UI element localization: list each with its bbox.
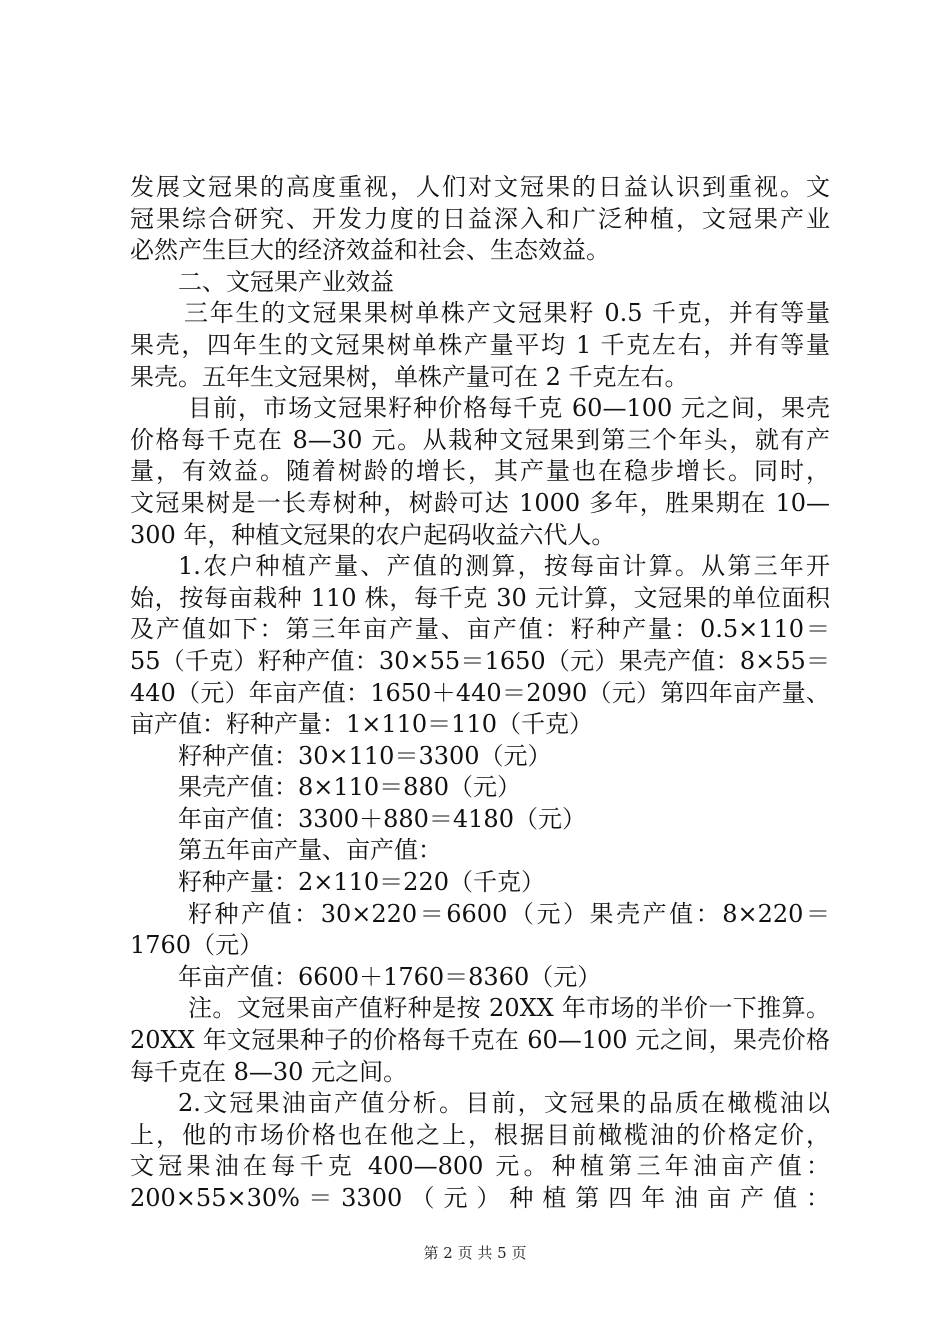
- text-line: 2.文冠果油亩产值分析。目前，文冠果的品质在橄榄油以: [178, 1089, 830, 1118]
- text-line: 及产值如下：第三年亩产量、亩产值：籽种产量：0.5×110＝: [130, 615, 830, 644]
- text-line: 注。文冠果亩产值籽种是按 20XX 年市场的半价一下推算。: [188, 994, 830, 1023]
- text-line: 籽种产值：30×220＝6600（元）果壳产值：8×220＝: [188, 899, 830, 928]
- text-line: 价格每千克在 8—30 元。从栽种文冠果到第三个年头，就有产: [130, 425, 830, 454]
- section-heading: 二、文冠果产业效益: [178, 267, 394, 296]
- text-line: 亩产值：籽种产量：1×110＝110（千克）: [130, 710, 593, 739]
- page-number-footer: 第 2 页 共 5 页: [423, 1244, 527, 1262]
- text-line: 三年生的文冠果果树单株产文冠果籽 0.5 千克，并有等量: [184, 299, 830, 328]
- text-line: 20XX 年文冠果种子的价格每千克在 60—100 元之间，果壳价格: [130, 1026, 830, 1055]
- text-line: 1.农户种植产量、产值的测算，按每亩计算。从第三年开: [178, 552, 830, 581]
- text-line: 上，他的市场价格也在他之上，根据目前橄榄油的价格定价，: [130, 1120, 830, 1149]
- text-line: 目前，市场文冠果籽种价格每千克 60—100 元之间，果壳: [188, 394, 830, 423]
- text-line: 果壳，四年生的文冠果树单株产量平均 1 千克左右，并有等量: [130, 330, 830, 359]
- text-line: 必然产生巨大的经济效益和社会、生态效益。: [130, 236, 610, 265]
- text-line: 1760（元）: [130, 931, 264, 960]
- text-line: 年亩产值：6600＋1760＝8360（元）: [178, 962, 602, 991]
- text-line: 200×55×30% ＝ 3300 （ 元 ） 种 植 第 四 年 油 亩 产 值 ：: [130, 1184, 830, 1212]
- text-line: 冠果综合研究、开发力度的日益深入和广泛种植，文冠果产业: [130, 204, 830, 233]
- text-line: 发展文冠果的高度重视，人们对文冠果的日益认识到重视。文: [130, 173, 830, 201]
- text-line: 年亩产值：3300＋880＝4180（元）: [178, 804, 586, 833]
- text-line: 量，有效益。随着树龄的增长，其产量也在稳步增长。同时，: [130, 457, 830, 486]
- text-line: 文冠果油在每千克 400—800 元。种植第三年油亩产值：: [130, 1152, 830, 1181]
- text-line: 440（元）年亩产值：1650＋440＝2090（元）第四年亩产量、: [130, 678, 830, 707]
- text-line: 第五年亩产量、亩产值：: [178, 836, 442, 865]
- text-line: 300 年，种植文冠果的农户起码收益六代人。: [130, 520, 616, 549]
- text-line: 籽种产量：2×110＝220（千克）: [178, 868, 545, 897]
- text-line: 55（千克）籽种产值：30×55＝1650（元）果壳产值：8×55＝: [130, 646, 830, 675]
- text-line: 每千克在 8—30 元之间。: [130, 1057, 408, 1086]
- text-line: 果壳产值：8×110＝880（元）: [178, 773, 521, 802]
- text-line: 文冠果树是一长寿树种，树龄可达 1000 多年，胜果期在 10—: [130, 488, 830, 517]
- text-line: 果壳。五年生文冠果树，单株产量可在 2 千克左右。: [130, 362, 689, 391]
- document-body: [130, 172, 830, 1215]
- text-line: 始，按每亩栽种 110 株，每千克 30 元计算，文冠果的单位面积: [130, 583, 830, 612]
- text-line: 籽种产值：30×110＝3300（元）: [178, 741, 552, 770]
